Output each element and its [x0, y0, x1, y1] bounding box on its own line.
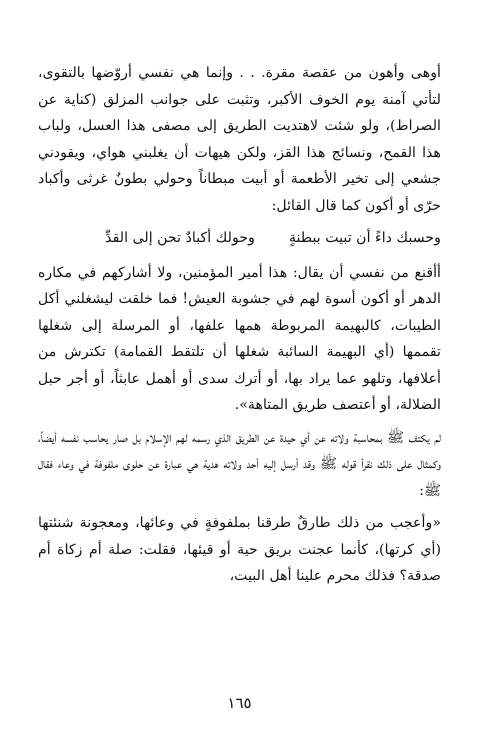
paragraph-3: لم يكتف ﷺ بمحاسبة ولاته عن أي حيدة عن الطريق الذي رسمه لهم الإسلام بل صار يحاسب نفسه أيضاً، وكمثال على ذلك نقرأ قوله ﷺ وقد أرسل إليه أحد ولاته هدية هي عبارة عن حلوى ملفوفة في وعاء فقال ﷺ: — [38, 429, 441, 499]
poetry-verse — [38, 225, 441, 252]
paragraph-4: «وأعجب من ذلك طارقٌ طرقنا بملفوفةٍ في وعائها، ومعجونة شنئتها (أي كرتها)، كأنما عجنت بريق حية أو قيئها، فقلت: صلة أم زكاة أم صدقة؟ فذلك محرم علينا أهل البيت، — [38, 515, 441, 584]
page-number: ١٦٥ — [227, 694, 252, 712]
verse-second-hemistich: وحولك أكبادٌ تحن إلى القدِّ — [105, 230, 255, 246]
book-page — [38, 60, 441, 700]
paragraph-2: أأقنع من نفسي أن يقال: هذا أمير المؤمنين، ولا أشاركهم في مكاره الدهر أو أكون أسوة لهم في جشوبة العيش! فما خلقت ليشغلني أكل الطيبات، كالبهيمة المربوطة همها علفها، أو المرسلة إلى شغلها تقممها (أي البهيمة السائبة شغلها أن تلتقط القمامة) تكترش من أعلافها، وتلهو عما يراد بها، أو أترك سدى أو أهمل عابثاً، أو أجر حبل الضلالة، أو أعتصف طريق المتاهة». — [38, 264, 441, 413]
verse-first-hemistich: وحسبك داءً أن تبيت ببطنةٍ — [288, 230, 441, 246]
paragraph-1: أوهى وأهون من عقصة مقرة. . . وإنما هي نفسي أروّضها بالتقوى، لتأتي آمنة يوم الخوف الأكبر، وتثبت على جوانب المزلق (كناية عن الصراط)، ولو شئت لاهتديت الطريق إلى مصفى هذا العسل، ولباب هذا القمح، ونسائج هذا القز، ولكن هيهات أن يغلبني هواي، ويقودني جشعي إلى تخير الأطعمة أو أبيت مبطاناً وحولي بطونٌ غرثى وأكباد حرّى أو أكون كما قال القائل: — [38, 65, 441, 214]
